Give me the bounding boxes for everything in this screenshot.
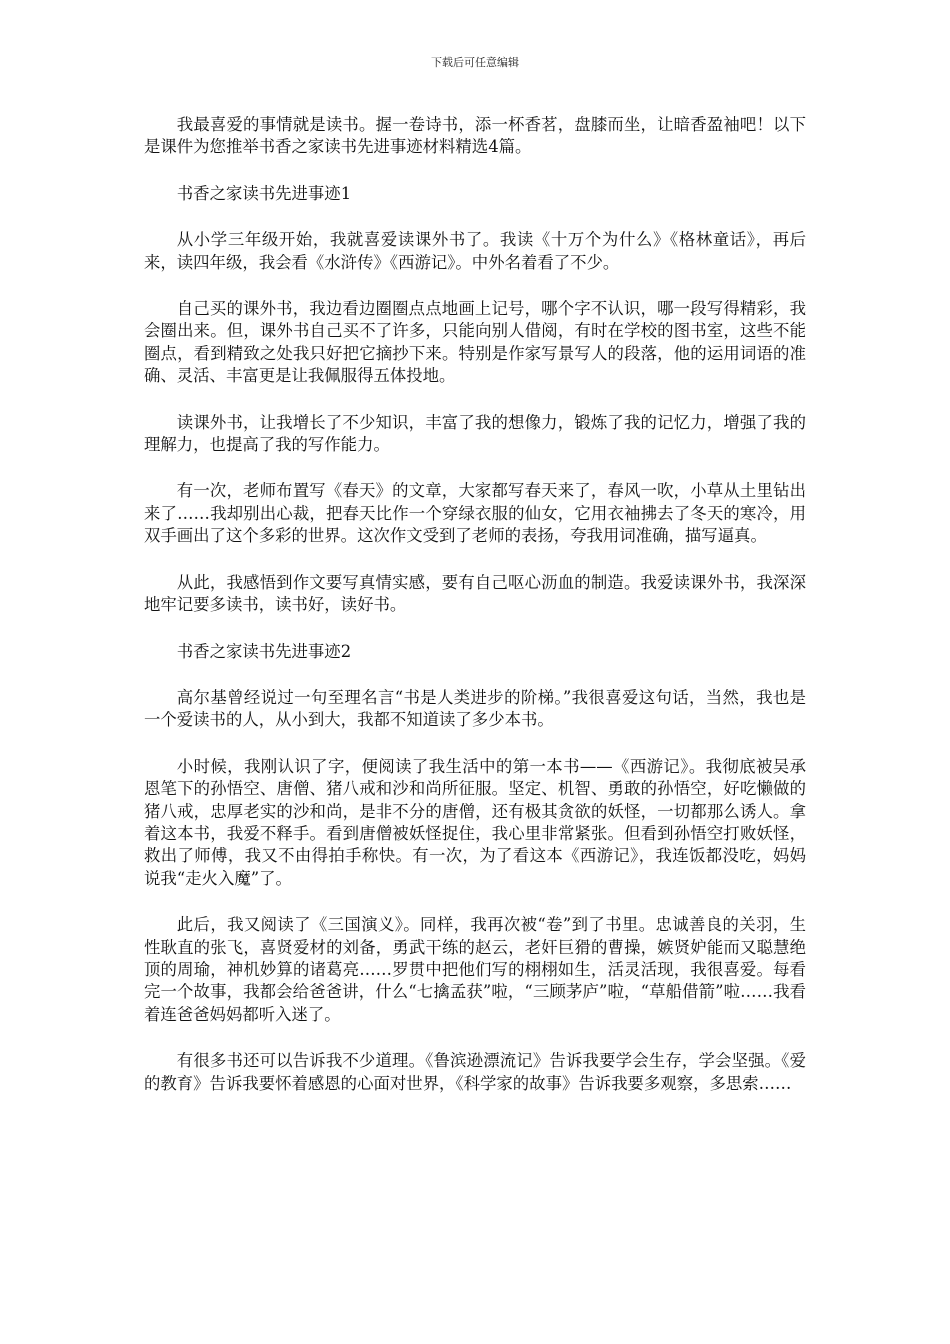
paragraph: 从小学三年级开始，我就喜爱读课外书了。我读《十万个为什么》《格林童话》，再后来，读四年级，我会看《水浒传》《西游记》。中外名着看了不少。	[144, 230, 806, 272]
section-heading-2: 书香之家读书先进事迹2	[176, 641, 352, 661]
paragraph: 小时候，我刚认识了字，便阅读了我生活中的第一本书——《西游记》。我彻底被吴承恩笔下的孙悟空、唐僧、猪八戒和沙和尚所征服。坚定、机智、勇敢的孙悟空，好吃懒做的猪八戒，忠厚老实的沙和尚，是非不分的唐僧，还有极其贪欲的妖怪，一切都那么诱人。拿着这本书，我爱不释手。看到唐僧被妖怪捉住，我心里非常紧张。但看到孙悟空打败妖怪，救出了师傅，我又不由得拍手称快。有一次，为了看这本《西游记》，我连饭都没吃，妈妈说我“走火入魔”了。	[144, 756, 806, 888]
paragraph: 读课外书，让我增长了不少知识，丰富了我的想像力，锻炼了我的记忆力，增强了我的理解力，也提高了我的写作能力。	[144, 412, 806, 455]
paragraph: 从此，我感悟到作文要写真情实感，要有自己呕心沥血的制造。我爱读课外书，我深深地牢记要多读书，读书好，读好书。	[144, 572, 806, 615]
paragraph: 有很多书还可以告诉我不少道理。《鲁滨逊漂流记》告诉我要学会生存，学会坚强。《爱的教育》告诉我要怀着感恩的心面对世界，《科学家的故事》告诉我要多观察，多思索……	[144, 1051, 806, 1093]
paragraph: 此后，我又阅读了《三国演义》。同样，我再次被“卷”到了书里。忠诚善良的关羽，生性耿直的张飞，喜贤爱材的刘备，勇武干练的赵云，老奸巨猾的曹操，嫉贤妒能而又聪慧绝顶的周瑜，神机妙算的诸葛亮……罗贯中把他们写的栩栩如生，活灵活现，我很喜爱。每看完一个故事，我都会给爸爸讲，什么“七擒孟获”啦，“三顾茅庐”啦，“草船借箭”啦……我看着连爸爸妈妈都听入迷了。	[144, 915, 806, 1024]
paragraph: 自己买的课外书，我边看边圈圈点点地画上记号，哪个字不认识，哪一段写得精彩，我会圈出来。但，课外书自己买不了许多，只能向别人借阅，有时在学校的图书室，这些不能圈点，看到精致之处我只好把它摘抄下来。特别是作家写景写人的段落，他的运用词语的准确、灵活、丰富更是让我佩服得五体投地。	[144, 299, 806, 386]
document-body	[144, 114, 806, 1119]
section-heading-1: 书香之家读书先进事迹1	[176, 183, 352, 203]
paragraph: 高尔基曾经说过一句至理名言“书是人类进步的阶梯。”我很喜爱这句话，当然，我也是一个爱读书的人，从小到大，我都不知道读了多少本书。	[144, 687, 806, 730]
page-header: 下载后可任意编辑	[431, 56, 519, 69]
intro-paragraph: 我最喜爱的事情就是读书。握一卷诗书，添一杯香茗，盘膝而坐，让暗香盈袖吧！以下是课件为您推举书香之家读书先进事迹材料精选4篇。	[144, 115, 806, 157]
paragraph: 有一次，老师布置写《春天》的文章，大家都写春天来了，春风一吹，小草从土里钻出来了……我却别出心裁，把春天比作一个穿绿衣服的仙女，它用衣袖拂去了冬天的寒冷，用双手画出了这个多彩的世界。这次作文受到了老师的表扬，夸我用词准确，描写逼真。	[144, 481, 806, 546]
